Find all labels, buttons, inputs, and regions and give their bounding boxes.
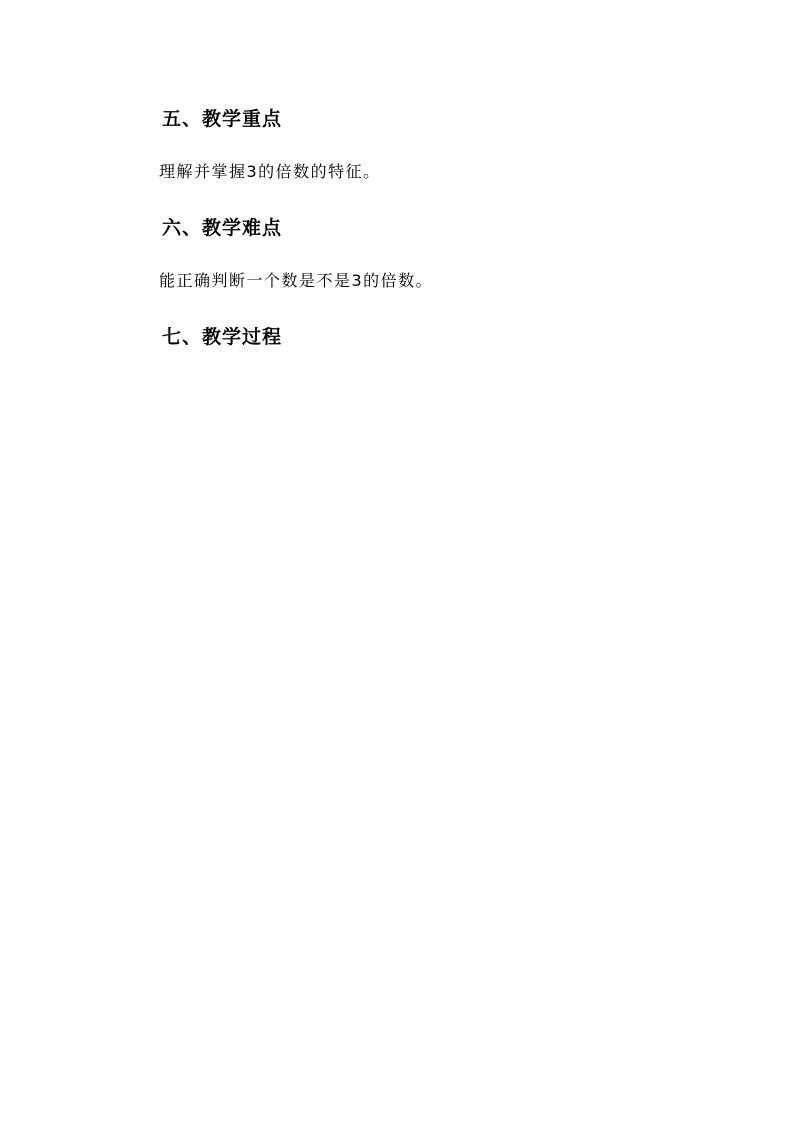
heading-teaching-process: 七、教学过程 bbox=[162, 326, 283, 348]
heading-teaching-focus: 五、教学重点 bbox=[162, 108, 283, 130]
heading-teaching-difficulty: 六、教学难点 bbox=[162, 217, 283, 239]
teaching-focus-text: 理解并掌握3的倍数的特征。 bbox=[159, 162, 381, 181]
teaching-difficulty-text: 能正确判断一个数是不是3的倍数。 bbox=[159, 271, 434, 290]
